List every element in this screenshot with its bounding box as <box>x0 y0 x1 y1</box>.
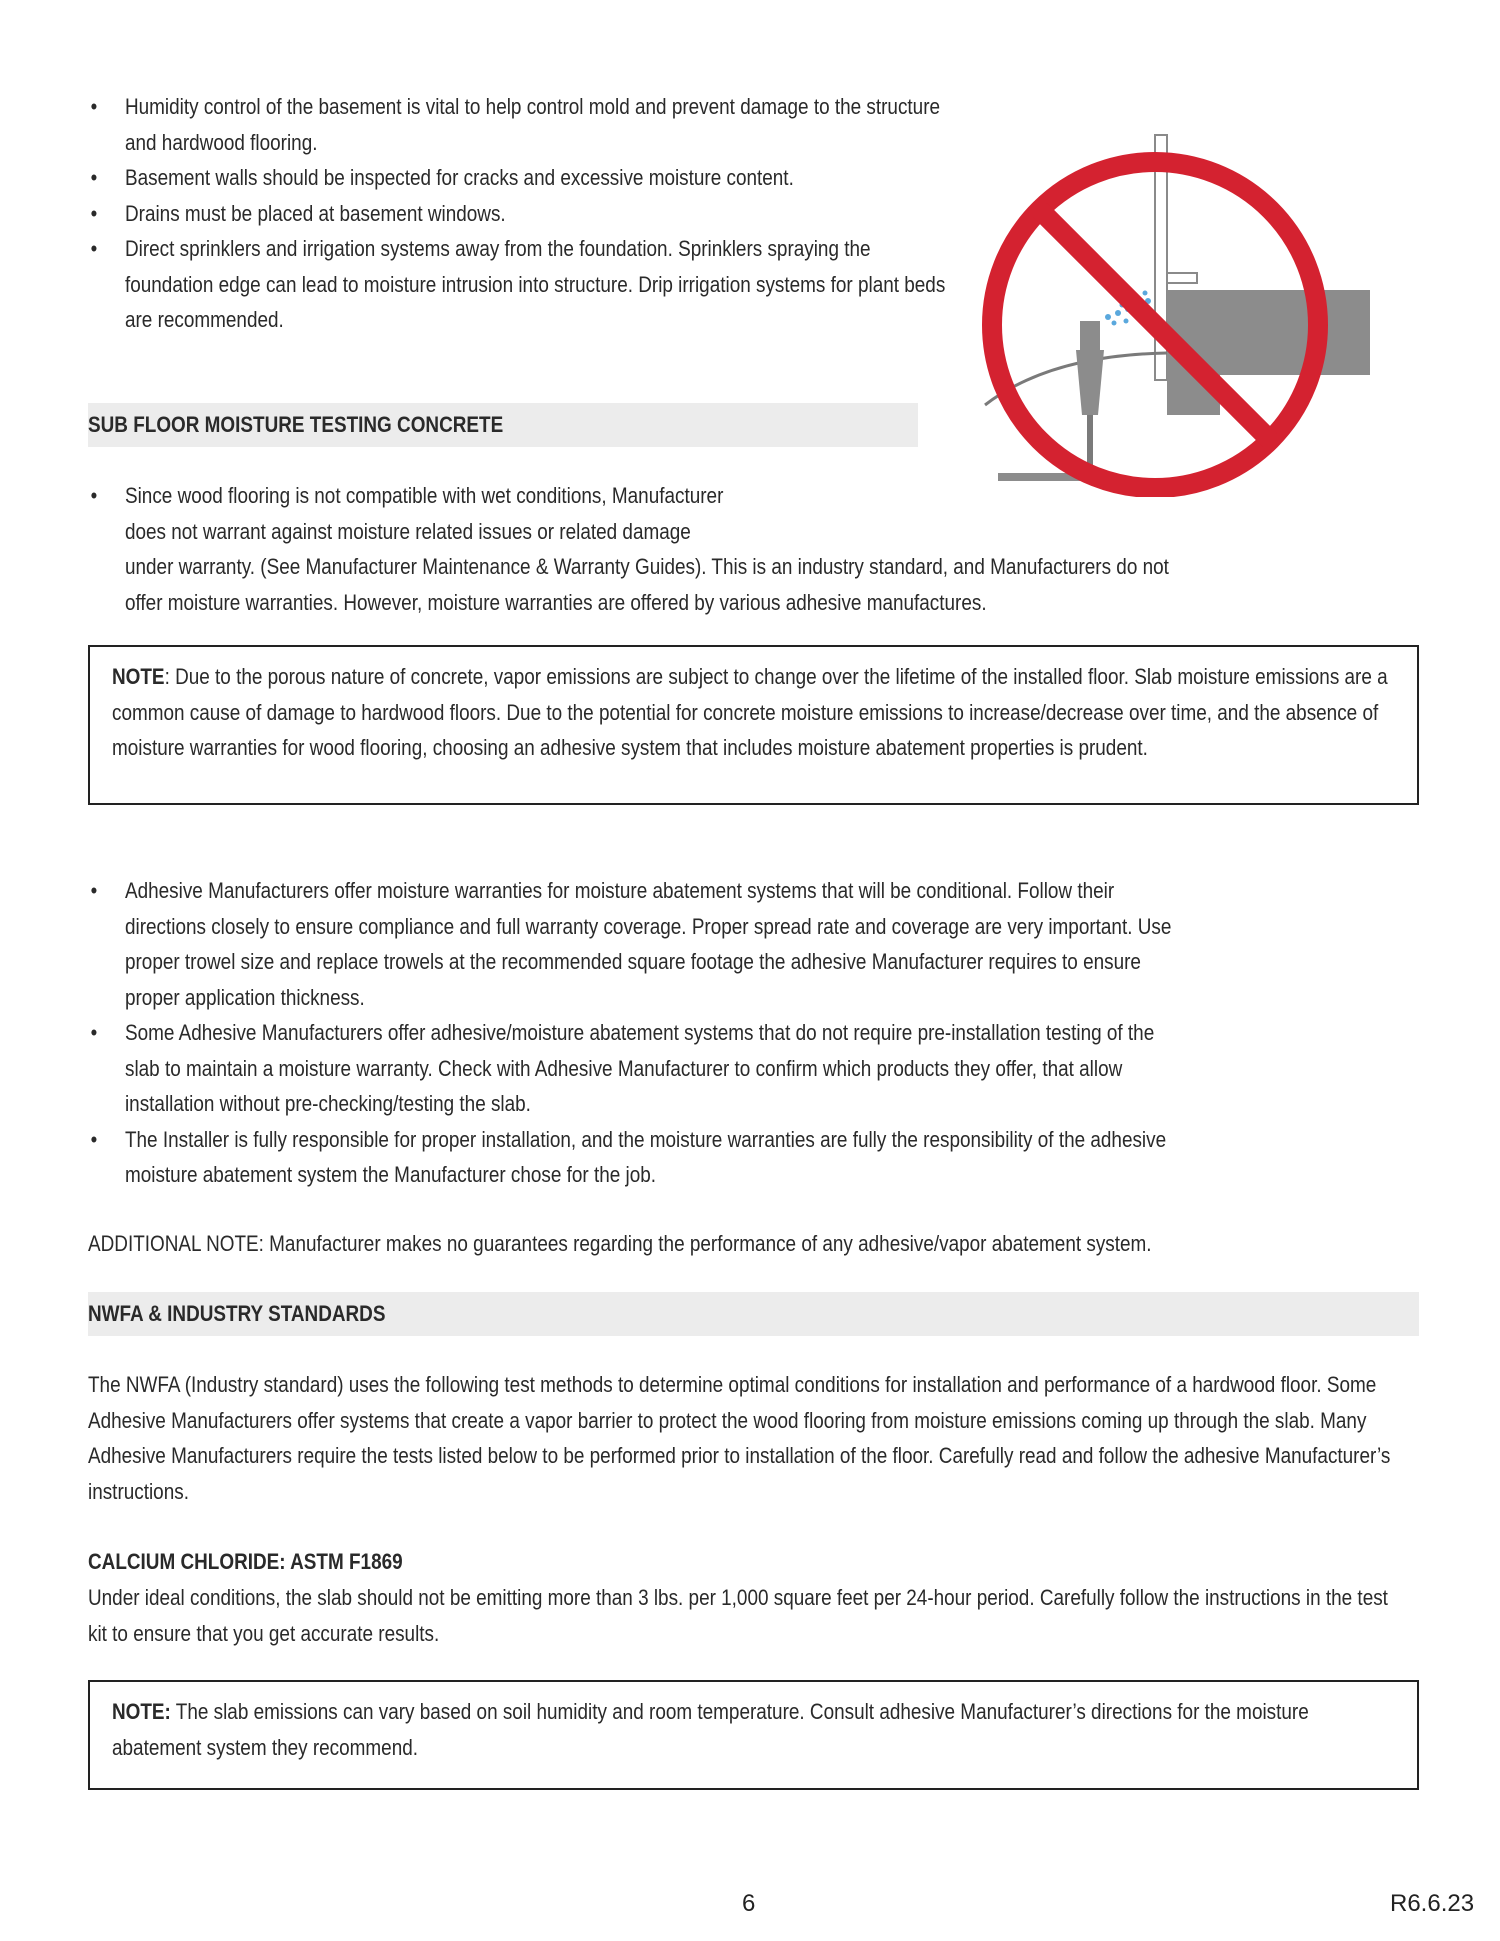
list-item: • Basement walls should be inspected for cracks and excessive moisture content. <box>88 160 952 196</box>
list-item: • The Installer is fully responsible for proper installation, and the moisture warranties are fully the responsibility of the adhesive moisture abatement system the Manufacturer chose for the job. <box>88 1122 1189 1193</box>
list-item: • Humidity control of the basement is vital to help control mold and prevent damage to the structure and hardwood flooring. <box>88 89 952 160</box>
top-bullet-list <box>88 89 958 338</box>
no-sprinkler-illustration <box>930 85 1390 497</box>
nwfa-paragraph: The NWFA (Industry standard) uses the following test methods to determine optimal conditions for installation and performance of a hardwood floor. Some Adhesive Manufacturers offer systems that create a vapor barrier to protect the wood flooring from moisture emissions coming up through the slab. Many Adhesive Manufacturers require the tests listed below to be performed prior to installation of the floor. Carefully read and follow the adhesive Manufacturer’s instructions. <box>88 1372 1391 1504</box>
note-box <box>88 1680 1419 1790</box>
calcium-heading: CALCIUM CHLORIDE: ASTM F1869 <box>88 1549 403 1574</box>
note-label: NOTE: <box>112 1699 171 1724</box>
no-sprinkler-icon <box>930 85 1390 497</box>
note-body: : Due to the porous nature of concrete, vapor emissions are subject to change over the lifetime of the installed floor. Slab moisture emissions are a common cause of damage to hardwood floors. Due to the potential for concrete moisture emissions to increase/decrease over time, and the absence of moisture warranties for wood flooring, choosing an adhesive system that includes moisture abatement properties is prudent. <box>112 664 1388 760</box>
bullet-text: under warranty. (See Manufacturer Maintenance & Warranty Guides). This is an industry standard, and Manufacturers do not offer moisture warranties. However, moisture warranties are offered by various adhesive manufactures. <box>124 554 1169 615</box>
section-heading: NWFA & INDUSTRY STANDARDS <box>88 1301 386 1326</box>
note-label: NOTE <box>112 664 165 689</box>
bullet-line: does not warrant against moisture related issues or related damage <box>124 518 691 544</box>
list-item: • Adhesive Manufacturers offer moisture warranties for moisture abatement systems that will be conditional. Follow their directions closely to ensure compliance and full warranty coverage. Proper spread rate and coverage are very important. Use proper trowel size and replace trowels at the recommended square footage the adhesive Manufacturer requires to ensure proper application thickness. <box>88 873 1189 1015</box>
list-item <box>88 478 1176 620</box>
note-text <box>112 659 1402 766</box>
list-item: • Drains must be placed at basement windows. <box>88 196 952 232</box>
revision-label: R6.6.23 <box>1390 1890 1475 1917</box>
page-number: 6 <box>742 1890 756 1917</box>
list-item: • Some Adhesive Manufacturers offer adhesive/moisture abatement systems that do not require pre-installation testing of the slab to maintain a moisture warranty. Check with Adhesive Manufacturer to confirm which products they offer, that allow installation without pre-checking/testing the slab. <box>88 1015 1189 1122</box>
middle-bullet-list <box>88 873 1368 1193</box>
note-box <box>88 645 1419 805</box>
section1-bullet <box>88 478 1176 620</box>
list-item: • Direct sprinklers and irrigation systems away from the foundation. Sprinklers spraying the foundation edge can lead to moisture intrusion into structure. Drip irrigation systems for plant beds are recommended. <box>88 231 952 338</box>
section-heading: SUB FLOOR MOISTURE TESTING CONCRETE <box>88 412 504 437</box>
calcium-text: Under ideal conditions, the slab should not be emitting more than 3 lbs. per 1,000 square feet per 24-hour period. Carefully follow the instructions in the test kit to ensure that you get accurate results. <box>88 1585 1388 1646</box>
bullet-line: • Since wood flooring is not compatible with wet conditions, Manufacturer <box>124 483 724 508</box>
additional-note: ADDITIONAL NOTE: Manufacturer makes no guarantees regarding the performance of any adhesive/vapor abatement system. <box>88 1231 1152 1256</box>
note-text <box>112 1694 1402 1765</box>
note-body: The slab emissions can vary based on soil humidity and room temperature. Consult adhesive Manufacturer’s directions for the moisture abatement system they recommend. <box>112 1699 1309 1760</box>
